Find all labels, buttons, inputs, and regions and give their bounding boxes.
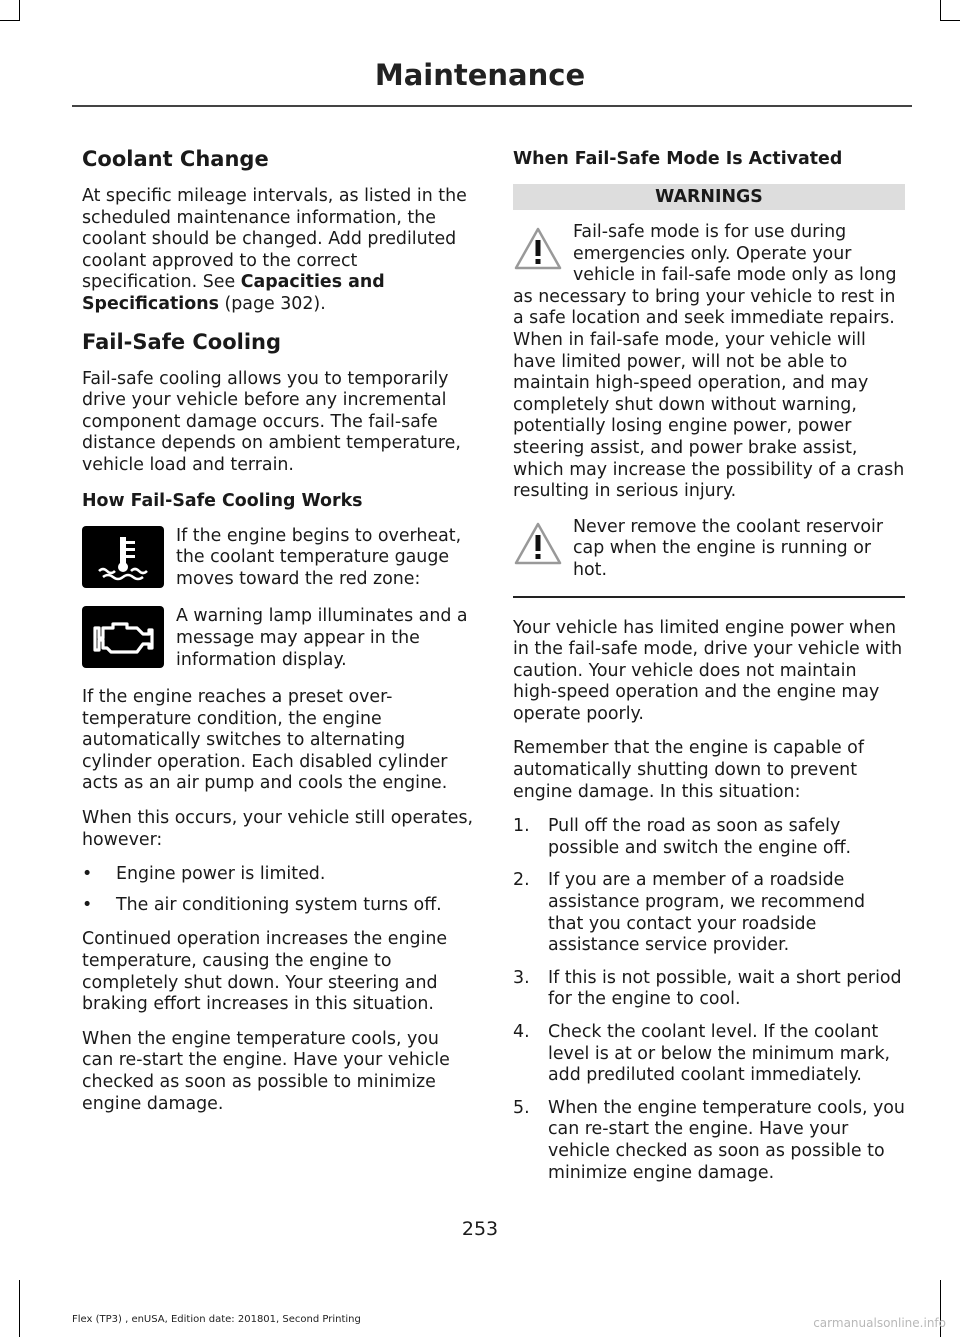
crop-mark-top-right-v — [940, 0, 941, 20]
list-item — [513, 816, 905, 859]
watermark: carmanualsonline.info — [813, 1316, 946, 1330]
warning-block-1 — [513, 222, 905, 503]
crop-mark-top-left-v — [19, 0, 20, 20]
crop-mark-bottom-left — [19, 1280, 20, 1337]
header-rule — [72, 105, 912, 107]
page-reference: (page 302). — [218, 293, 326, 314]
right-column — [513, 140, 905, 1196]
warnings-end-rule — [513, 596, 905, 598]
bullet-text: Engine power is limited. — [116, 864, 326, 885]
coolant-temp-icon-row — [82, 526, 474, 591]
engine-warning-icon-row — [82, 606, 474, 671]
left-column — [82, 140, 474, 1128]
shutdown-paragraph: Remember that the engine is capable of automatically shutting down to prevent engine damage. In this situation: — [513, 738, 864, 802]
coolant-change-paragraph — [82, 186, 474, 316]
step-text: If this is not possible, wait a short period for the engine to cool. — [548, 967, 902, 1010]
step-number: 5. — [513, 1097, 530, 1118]
list-item — [82, 864, 474, 886]
step-number: 2. — [513, 870, 530, 891]
warning-triangle-icon — [513, 226, 563, 272]
list-item — [513, 1098, 905, 1184]
step-text: When the engine temperature cools, you can re-start the engine. Have your vehicle checked as soon as possible to minimize engine damage. — [548, 1097, 905, 1183]
bullet-marker: • — [82, 864, 93, 885]
restart-engine-paragraph: When the engine temperature cools, you can re-start the engine. Have your vehicle checked as soon as possible to minimize engine damage. — [82, 1028, 450, 1114]
list-item — [513, 1022, 905, 1087]
capacities-xref-link[interactable]: Capacities and Specifications — [82, 272, 385, 314]
engine-warning-icon-text: A warning lamp illuminates and a message may appear in the information display. — [176, 606, 468, 670]
warning-text-1: Fail-safe mode is for use during emergencies only. Operate your vehicle in fail-safe mode only as long as necessary to bring your vehicle to rest in a safe location and seek immediate repairs. When in fail-safe mode, your vehicle will have limited power, will not be able to maintain high-speed operation, and may completely shut down without warning, potentially losing engine power, power steering assist, and power brake assist, which may increase the possibility of a crash resulting in serious injury. — [513, 222, 905, 502]
step-text: If you are a member of a roadside assistance program, we recommend that you contact your roadside assistance service provider. — [548, 870, 866, 956]
section-title: Maintenance — [374, 58, 586, 92]
list-item — [82, 895, 474, 917]
coolant-temperature-icon — [82, 526, 164, 588]
crop-mark-top-right — [940, 20, 960, 21]
over-temperature-paragraph: If the engine reaches a preset over-temperature condition, the engine automatically switches to alternating cylinder operation. Each disabled cylinder acts as an air pump and cools the engine. — [82, 687, 448, 794]
continued-operation-paragraph: Continued operation increases the engine temperature, causing the engine to completely shut down. Your steering and braking effort increases in this situation. — [82, 929, 448, 1015]
steps-list — [513, 816, 905, 1184]
page-number: 253 — [461, 1218, 499, 1240]
check-engine-icon — [82, 606, 164, 668]
step-text: Check the coolant level. If the coolant level is at or below the minimum mark, add prediluted coolant immediately. — [548, 1022, 891, 1086]
coolant-change-text: At specific mileage intervals, as listed in the scheduled maintenance information, the coolant should be changed. Add prediluted coolant approved to the correct specification. See — [82, 186, 467, 293]
step-number: 3. — [513, 967, 530, 988]
warning-block-2 — [513, 517, 905, 582]
coolant-temp-icon-text: If the engine begins to overheat, the coolant temperature gauge moves toward the red zone: — [176, 525, 462, 589]
how-fail-safe-works-heading: How Fail-Safe Cooling Works — [82, 490, 363, 511]
warning-triangle-icon — [513, 521, 563, 567]
vehicle-operates-paragraph: When this occurs, your vehicle still operates, however: — [82, 808, 474, 850]
list-item — [513, 870, 905, 956]
limited-power-paragraph: Your vehicle has limited engine power when in the fail-safe mode, drive your vehicle with caution. Your vehicle does not maintain high-speed operation and the engine may operate poorly. — [513, 617, 903, 724]
crop-mark-top-left — [0, 20, 20, 21]
bullet-marker: • — [82, 894, 93, 915]
step-text: Pull off the road as soon as safely possible and switch the engine off. — [548, 816, 852, 858]
warning-text-2: Never remove the coolant reservoir cap when the engine is running or hot. — [573, 516, 883, 580]
fail-safe-mode-heading: When Fail-Safe Mode Is Activated — [513, 149, 843, 169]
step-number: 4. — [513, 1022, 530, 1042]
edition-footer: Flex (TP3) , enUSA, Edition date: 201801, Second Printing — [72, 1314, 361, 1325]
warnings-banner: WARNINGS — [513, 184, 905, 210]
operation-bullet-list — [82, 864, 474, 916]
bullet-text: The air conditioning system turns off. — [116, 894, 442, 915]
fail-safe-cooling-heading: Fail-Safe Cooling — [82, 329, 282, 354]
fail-safe-cooling-paragraph: Fail-safe cooling allows you to temporarily drive your vehicle before any incremental component damage occurs. The fail-safe distance depends on ambient temperature, vehicle load and terrain. — [82, 368, 461, 475]
coolant-change-heading: Coolant Change — [82, 147, 269, 171]
step-number: 1. — [513, 816, 530, 837]
list-item — [513, 968, 905, 1011]
